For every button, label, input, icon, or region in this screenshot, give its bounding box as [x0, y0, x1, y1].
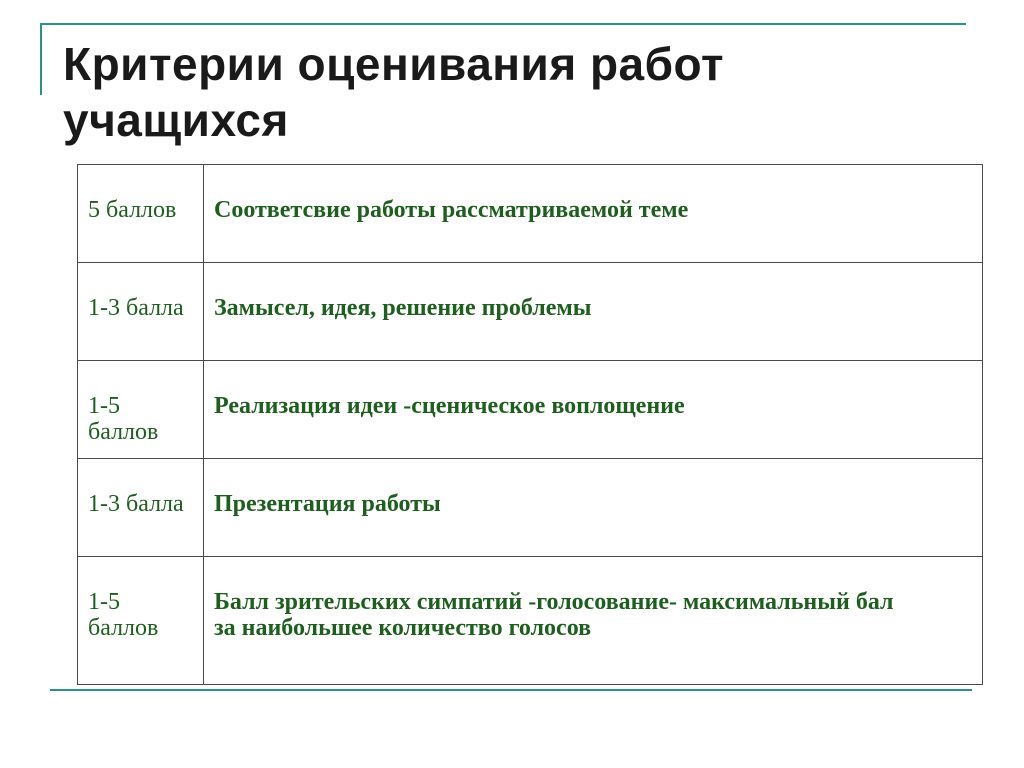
slide-frame-bottom-line [50, 689, 972, 691]
criteria-row [78, 557, 983, 685]
score-cell: 1-3 балла [78, 459, 204, 557]
score-cell: 1-5 баллов [78, 361, 204, 459]
slide-frame-left-line [40, 23, 42, 95]
criterion-description: Реализация идеи -сценическое воплощение [204, 361, 983, 459]
criteria-row [78, 459, 983, 557]
criteria-table [77, 164, 983, 685]
score-cell: 5 баллов [78, 165, 204, 263]
criteria-row [78, 361, 983, 459]
slide-frame-top-line [40, 23, 966, 25]
criteria-row [78, 263, 983, 361]
criterion-description: Балл зрительских симпатий -голосование- максимальный бал за наибольшее количество голосов [204, 557, 983, 685]
score-cell: 1-5 баллов [78, 557, 204, 685]
criterion-description: Соответсвие работы рассматриваемой теме [204, 165, 983, 263]
slide-title: Критерии оценивания работ учащихся [63, 38, 725, 146]
criteria-row [78, 165, 983, 263]
criterion-description: Презентация работы [204, 459, 983, 557]
criterion-description: Замысел, идея, решение проблемы [204, 263, 983, 361]
score-cell: 1-3 балла [78, 263, 204, 361]
